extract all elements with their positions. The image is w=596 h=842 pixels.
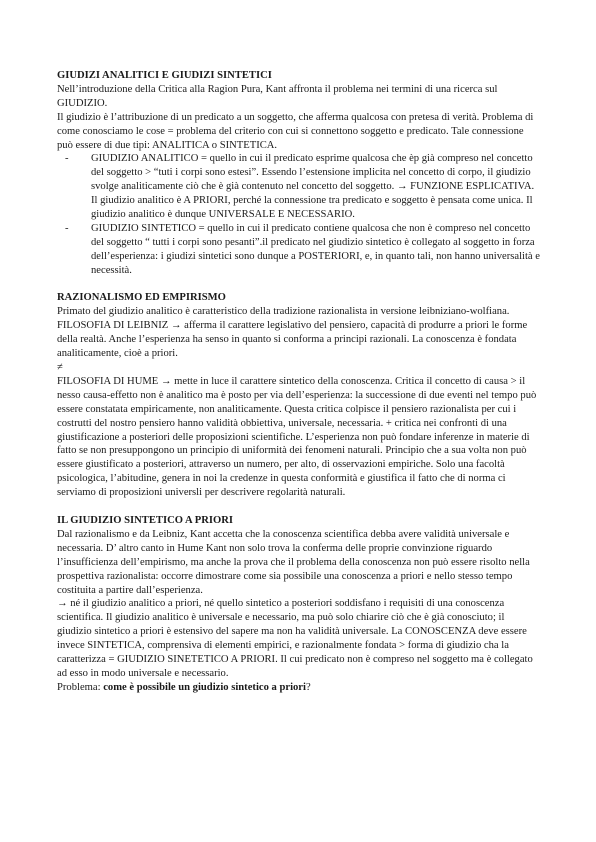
section-title-sintetico-a-priori: IL GIUDIZIO SINTETICO A PRIORI bbox=[57, 514, 234, 526]
list-item-text: GIUDIZIO SINTETICO = quello in cui il predicato contiene qualcosa che non è compreso nel concetto del soggetto “ tutti i corpi sono pesanti”.il predicato nel giudizio sintetico è collegato al soggetto in forza dell’esperienza: i giudizi sintetici sono dunque a POSTERIORI, e, in quanto tali, non hanno universalità e necessità. bbox=[91, 222, 540, 276]
paragraph-intro: Nell’introduzione della Critica alla Ragion Pura, Kant affronta il problema nei termini di una ricerca sul GIUDIZIO. bbox=[57, 83, 498, 109]
paragraph-primato: Primato del giudizio analitico è caratteristico della tradizione razionalista in versione leibniziano-wolfiana. bbox=[57, 306, 510, 318]
dash-bullet: - bbox=[65, 222, 69, 234]
judgment-types-list bbox=[57, 152, 541, 277]
section-title-razionalismo: RAZIONALISMO ED EMPIRISMO bbox=[57, 292, 226, 304]
paragraph-definition: Il giudizio è l’attribuzione di un predicato a un soggetto, che afferma qualcosa con pretesa di verità. Problema di come conosciamo le cose = problema del criterio con cui si connettono soggetto e predicato. Tale connessione può essere di due tipi: ANALITICA o SINTETICA. bbox=[57, 111, 534, 151]
section-spacer bbox=[57, 278, 541, 292]
list-item-sintetico bbox=[57, 222, 541, 278]
paragraph-kant-accetta: Dal razionalismo e da Leibniz, Kant accetta che la conoscenza scientifica debba avere validità universale e necessaria. D’ altro canto in Hume Kant non solo trova la conferma delle proprie convinzione riguardo l’insufficienza dell’empirismo, ma anche la prova che il problema della conoscenza non può essere risolto nella prospettiva razionalista: occorre dimostrare come sia possibile una conoscenza a priori e nello stesso tempo costituita a partire dall’esperienza. bbox=[57, 528, 530, 596]
section-title-giudizi: GIUDIZI ANALITICI E GIUDIZI SINTETICI bbox=[57, 70, 272, 81]
list-item-analitico bbox=[57, 152, 541, 222]
paragraph-conoscenza: → né il giudizio analitico a priori, né quello sintetico a posteriori soddisfano i requisiti di una conoscenza scientifica. Il giudizio analitico è universale e necessario, ma può solo chiarire ciò che è già conosciuto; il giudizio sintetico a priori è estensivo del sapere ma non ha validità universale. La CONOSCENZA deve essere invece SINTETICA, comprensiva di elementi empirici, e razionalmente fondata > forma di giudizio cha la caratterizza = GIUDIZIO SINETETICO A PRIORI. Il cui predicato non è compreso nel soggetto ma è collegato ad esso in modo universale e necessario. bbox=[57, 598, 533, 679]
not-equal-symbol: ≠ bbox=[57, 362, 63, 374]
list-item-text: GIUDIZIO ANALITICO = quello in cui il predicato esprime qualcosa che èp già compreso nel concetto del soggetto > “tuti i corpi sono estesi”. Essendo l’estensione implicita nel concetto di corpo, il giudizio svolge analiticamente ciò che è già contenuto nel concetto del soggetto. → FUNZIONE ESPLICATIVA. Il giudizio analitico è A PRIORI, perché la connessione tra predicato e soggetto è pensata come unica. Il giudizio analitico è dunque UNIVERSALE E NECESSARIO. bbox=[91, 153, 535, 221]
problem-end: ? bbox=[305, 681, 311, 693]
paragraph-hume: FILOSOFIA DI HUME → mette in luce il carattere sintetico della conoscenza. Critica il concetto di causa > il nesso causa-effetto non è analitico ma è posto per via dell’esperienza: la successione di due eventi nel tempo può essere constatata empiricamente, non analiticamente. Questa critica colpisce il pensiero razionalista per cui i costrutti del nostro pensiero hanno validità obbiettiva, universale, necessaria. + critica nei confronti di una giustificazione a posteriori delle proposizioni scientifiche. L’esperienza non può fondare inferenze in materie di fatto se non presuppongono un principio di uniformità dei fenomeni naturali. Principio che a sua volta non può essere giustificato a posteriori, attraverso un numero, per alto, di osservazioni empiriche. Solo una facoltà psicologica, l’abitudine, genera in noi la credenze in questa conformità e giustifica il fatto che di norma ci serviamo di proposizioni universli per descrivere regolarità naturali. bbox=[57, 375, 537, 499]
problem-statement bbox=[57, 681, 541, 695]
problem-label: Problema: bbox=[57, 681, 104, 693]
paragraph-leibniz: FILOSOFIA DI LEIBNIZ → afferma il carattere legislativo del pensiero, capacità di produrre a priori le forme della realtà. Anche l’esperienza ha senso in quanto si conforma a principi razionali. La conoscenza è fondata analiticamente, cioè a priori. bbox=[57, 320, 528, 360]
document-page bbox=[57, 69, 541, 695]
dash-bullet: - bbox=[65, 153, 69, 165]
section-spacer bbox=[57, 500, 541, 514]
problem-question: come è possibile un giudizio sintetico a priori bbox=[103, 681, 306, 693]
